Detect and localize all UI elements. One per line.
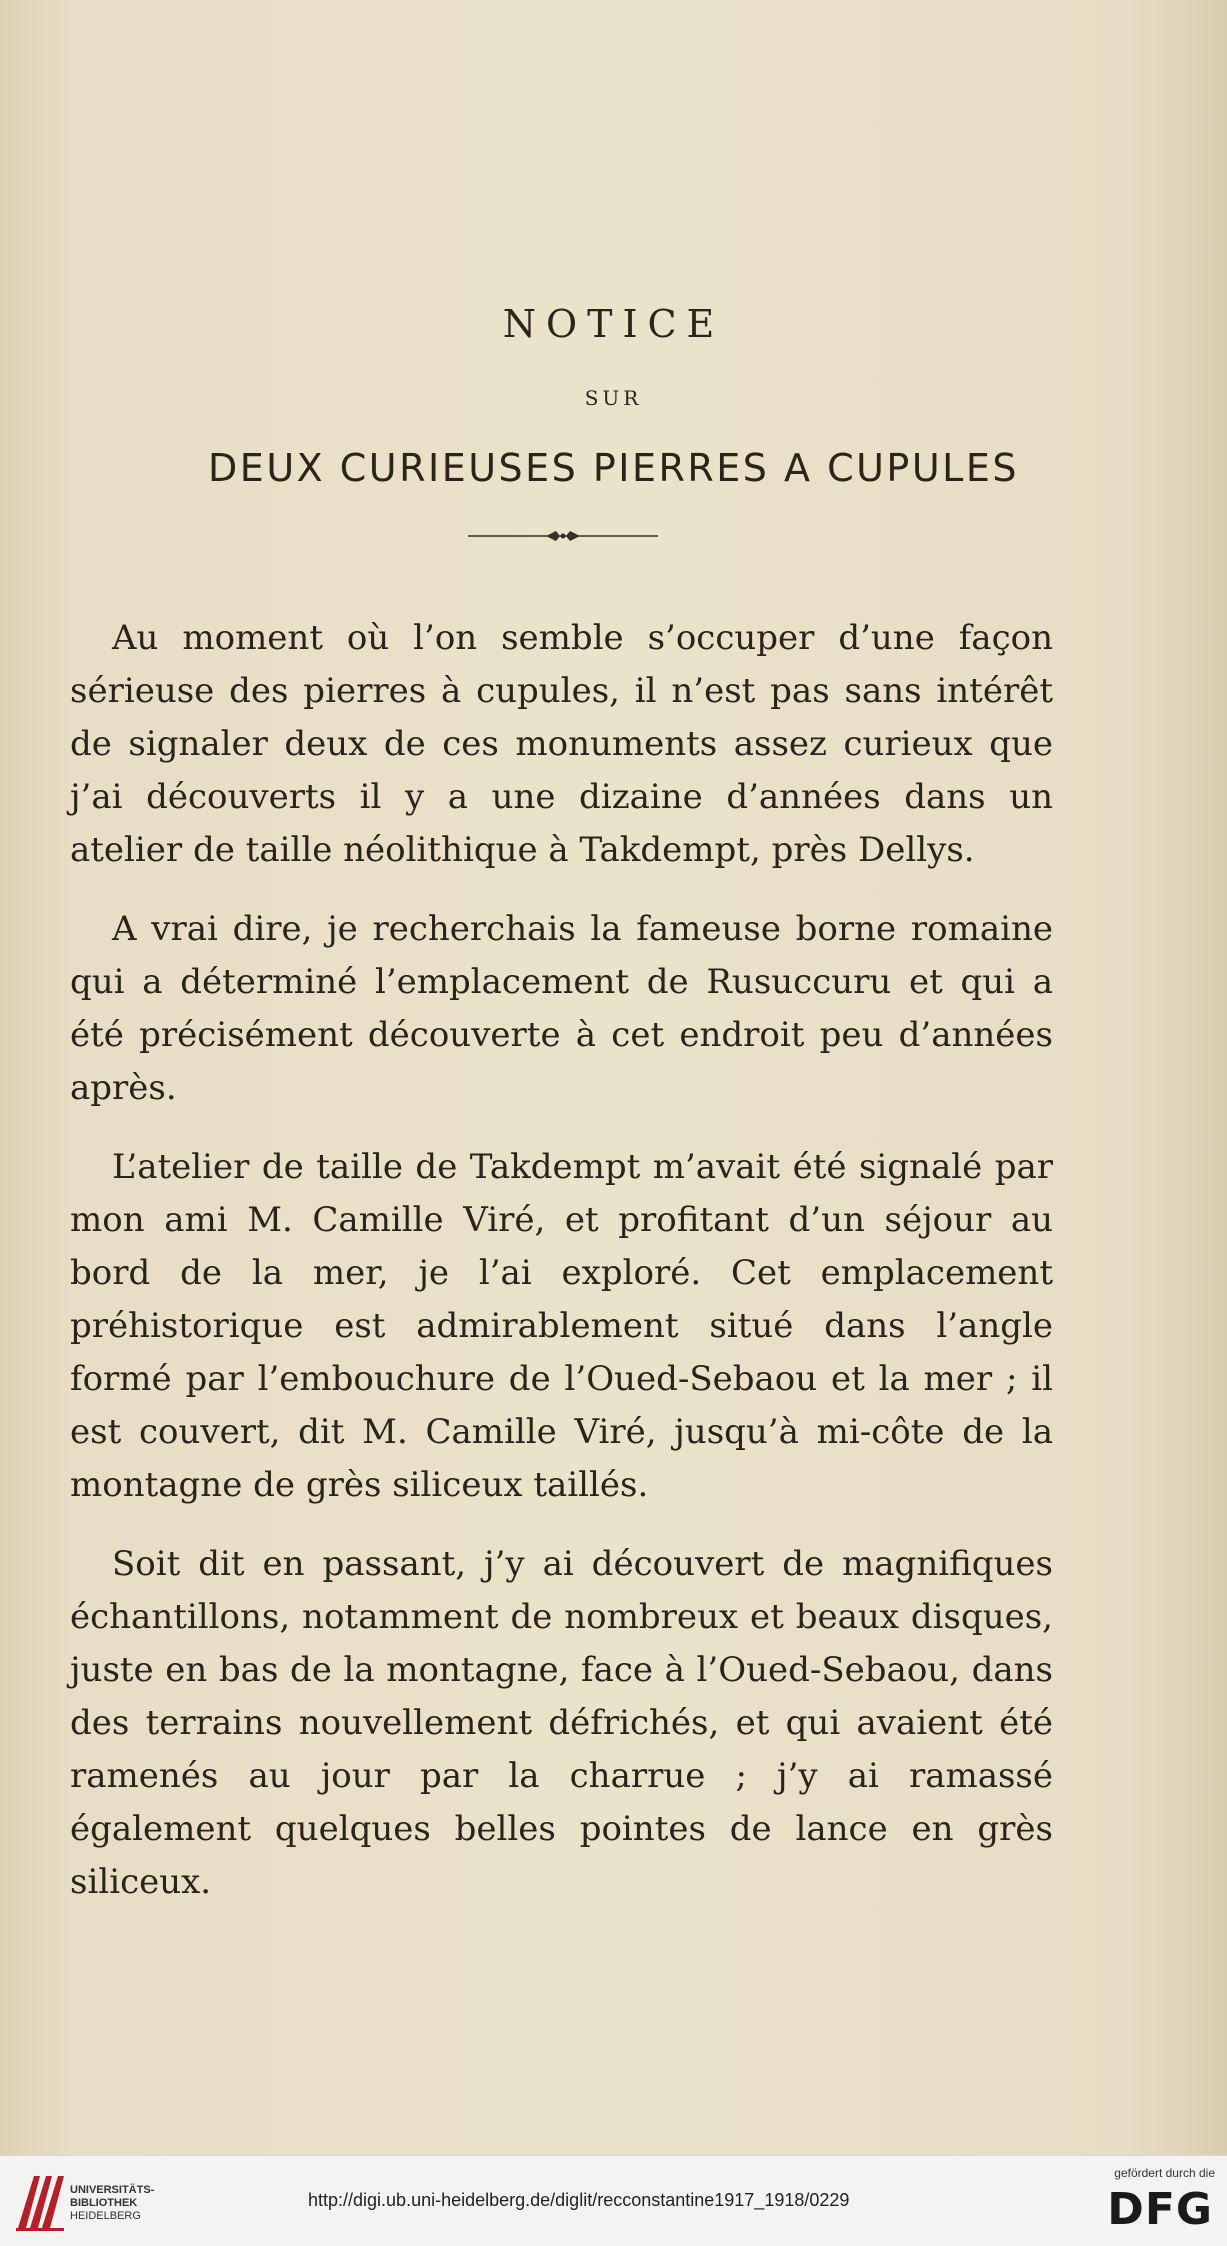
body-text	[70, 612, 1053, 1935]
title-main: DEUX CURIEUSES PIERRES A CUPULES	[208, 446, 1019, 490]
title-notice: NOTICE	[502, 302, 725, 346]
paragraph-1: Au moment où l’on semble s’occuper d’une façon sérieuse des pierres à cupules, il n’est pas sans intérêt de signaler deux de ces monuments assez curieux que j’ai découverts il y a une dizaine d’années dans un atelier de taille néolithique à Takdempt, près Dellys.	[70, 618, 1053, 870]
dfg-logo: DFG	[1107, 2184, 1213, 2235]
paragraph-2: A vrai dire, je recherchais la fameuse borne romaine qui a déterminé l’emplacement de Rusuccuru et qui a été précisément découverte à cet endroit peu d’années après.	[70, 909, 1053, 1108]
library-name-line2: BIBLIOTHEK	[70, 2197, 138, 2209]
library-name-line3: HEIDELBERG	[70, 2210, 141, 2222]
paragraph-4: Soit dit en passant, j’y ai découvert de magnifiques échantillons, notamment de nombreux et beaux disques, juste en bas de la montagne, face à l’Oued-Sebaou, dans des terrains nouvellement défrichés, et qui avaient été ramenés au jour par la charrue ; j’y ai ramassé également quelques belles pointes de lance en grès siliceux.	[70, 1544, 1053, 1902]
source-url-link[interactable]: http://digi.ub.uni-heidelberg.de/diglit/recconstantine1917_1918/0229	[308, 2190, 850, 2210]
paragraph-3: L’atelier de taille de Takdempt m’avait été signalé par mon ami M. Camille Viré, et profitant d’un séjour au bord de la mer, je l’ai exploré. Cet emplacement préhistorique est admirablement situé dans l’angle formé par l’embouchure de l’Oued-Sebaou et la mer ; il est couvert, dit M. Camille Viré, jusqu’à mi-côte de la montagne de grès siliceux taillés.	[70, 1147, 1053, 1505]
library-name	[70, 2184, 180, 2223]
footer-bar	[0, 2155, 1227, 2246]
funded-by-label: gefördert durch die	[1114, 2166, 1215, 2180]
university-library-logo-icon	[14, 2168, 66, 2234]
ornament-divider	[468, 530, 658, 542]
title-sur: SUR	[584, 386, 643, 410]
library-name-line1: UNIVERSITÄTS-	[70, 2184, 155, 2196]
